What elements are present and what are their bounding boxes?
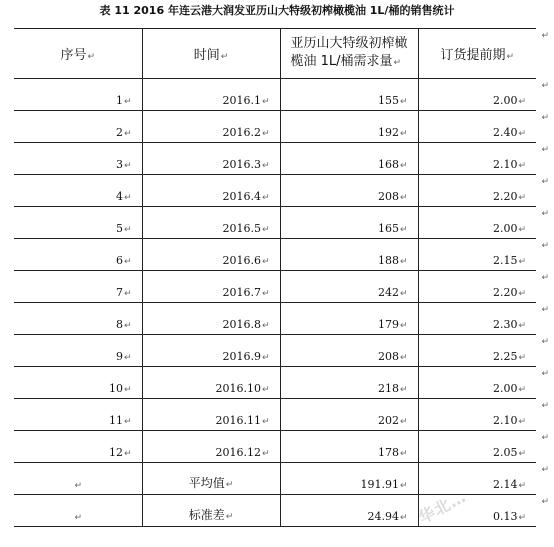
table-row — [14, 175, 536, 207]
cell-demand: 179↵ — [280, 303, 418, 335]
cell-lead-time: 2.14↵ ↵ — [418, 463, 536, 495]
cell-lead-time: 2.00↵ ↵ — [418, 207, 536, 239]
cell-demand: 165↵ — [280, 207, 418, 239]
cell-demand: 202↵ — [280, 399, 418, 431]
header-demand: 亚历山大特级初榨橄 榄油 1L/桶需求量↵ — [280, 29, 418, 79]
header-index: 序号↵ — [14, 29, 142, 79]
cell-demand: 24.94↵ — [280, 495, 418, 527]
cell-time: 2016.11↵ — [142, 399, 280, 431]
table-row — [14, 143, 536, 175]
cell-time: 2016.3↵ — [142, 143, 280, 175]
cell-summary-label: 标准差↵ — [142, 495, 280, 527]
cell-time: 2016.5↵ — [142, 207, 280, 239]
cell-index: 9↵ — [14, 335, 142, 367]
cell-demand: 178↵ — [280, 431, 418, 463]
cell-lead-time: 2.00↵ ↵ — [418, 79, 536, 111]
cell-lead-time: 2.20↵ ↵ — [418, 175, 536, 207]
table-row — [14, 431, 536, 463]
cell-index: 7↵ — [14, 271, 142, 303]
cell-empty: ↵ — [14, 463, 142, 495]
cell-demand: 208↵ — [280, 335, 418, 367]
header-lead-time: 订货提前期↵ ↵ — [418, 29, 536, 79]
table-row — [14, 303, 536, 335]
table-row — [14, 79, 536, 111]
cell-lead-time: 2.25↵ ↵ — [418, 335, 536, 367]
cell-time: 2016.10↵ — [142, 367, 280, 399]
cell-lead-time: 2.10↵ ↵ — [418, 143, 536, 175]
cell-demand: 188↵ — [280, 239, 418, 271]
table-row — [14, 207, 536, 239]
cell-empty: ↵ — [14, 495, 142, 527]
cell-demand: 192↵ — [280, 111, 418, 143]
cell-time: 2016.2↵ — [142, 111, 280, 143]
cell-time: 2016.6↵ — [142, 239, 280, 271]
cell-index: 1↵ — [14, 79, 142, 111]
table-row — [14, 399, 536, 431]
cell-demand: 168↵ — [280, 143, 418, 175]
table-row — [14, 271, 536, 303]
cell-lead-time: 2.40↵ ↵ — [418, 111, 536, 143]
cell-time: 2016.8↵ — [142, 303, 280, 335]
watermark: 华北… — [415, 486, 470, 528]
cell-demand: 155↵ — [280, 79, 418, 111]
cell-index: 12↵ — [14, 431, 142, 463]
table-row — [14, 335, 536, 367]
cell-demand: 191.91↵ — [280, 463, 418, 495]
cell-lead-time: 2.20↵ ↵ — [418, 271, 536, 303]
cell-lead-time: 2.00↵ ↵ — [418, 367, 536, 399]
cell-lead-time: 2.15↵ ↵ — [418, 239, 536, 271]
cell-demand: 208↵ — [280, 175, 418, 207]
cell-index: 10↵ — [14, 367, 142, 399]
cell-time: 2016.1↵ — [142, 79, 280, 111]
header-time: 时间↵ — [142, 29, 280, 79]
cell-time: 2016.12↵ — [142, 431, 280, 463]
cell-lead-time: 0.13↵ ↵ — [418, 495, 536, 527]
cell-index: 3↵ — [14, 143, 142, 175]
cell-index: 5↵ — [14, 207, 142, 239]
header-row — [14, 29, 536, 79]
table-caption: 表 11 2016 年连云港大润发亚历山大特级初榨橄榄油 1L/桶的销售统计 — [99, 4, 455, 17]
cell-demand: 218↵ — [280, 367, 418, 399]
table-row — [14, 367, 536, 399]
table-row — [14, 111, 536, 143]
cell-lead-time: 2.30↵ ↵ — [418, 303, 536, 335]
cell-lead-time: 2.10↵ ↵ — [418, 399, 536, 431]
cell-summary-label: 平均值↵ — [142, 463, 280, 495]
cell-index: 4↵ — [14, 175, 142, 207]
cell-demand: 242↵ — [280, 271, 418, 303]
table-row — [14, 239, 536, 271]
cell-lead-time: 2.05↵ ↵ — [418, 431, 536, 463]
cell-index: 6↵ — [14, 239, 142, 271]
cell-index: 2↵ — [14, 111, 142, 143]
cell-index: 11↵ — [14, 399, 142, 431]
cell-time: 2016.7↵ — [142, 271, 280, 303]
cell-time: 2016.4↵ — [142, 175, 280, 207]
sales-table — [14, 28, 549, 527]
cell-time: 2016.9↵ — [142, 335, 280, 367]
cell-index: 8↵ — [14, 303, 142, 335]
